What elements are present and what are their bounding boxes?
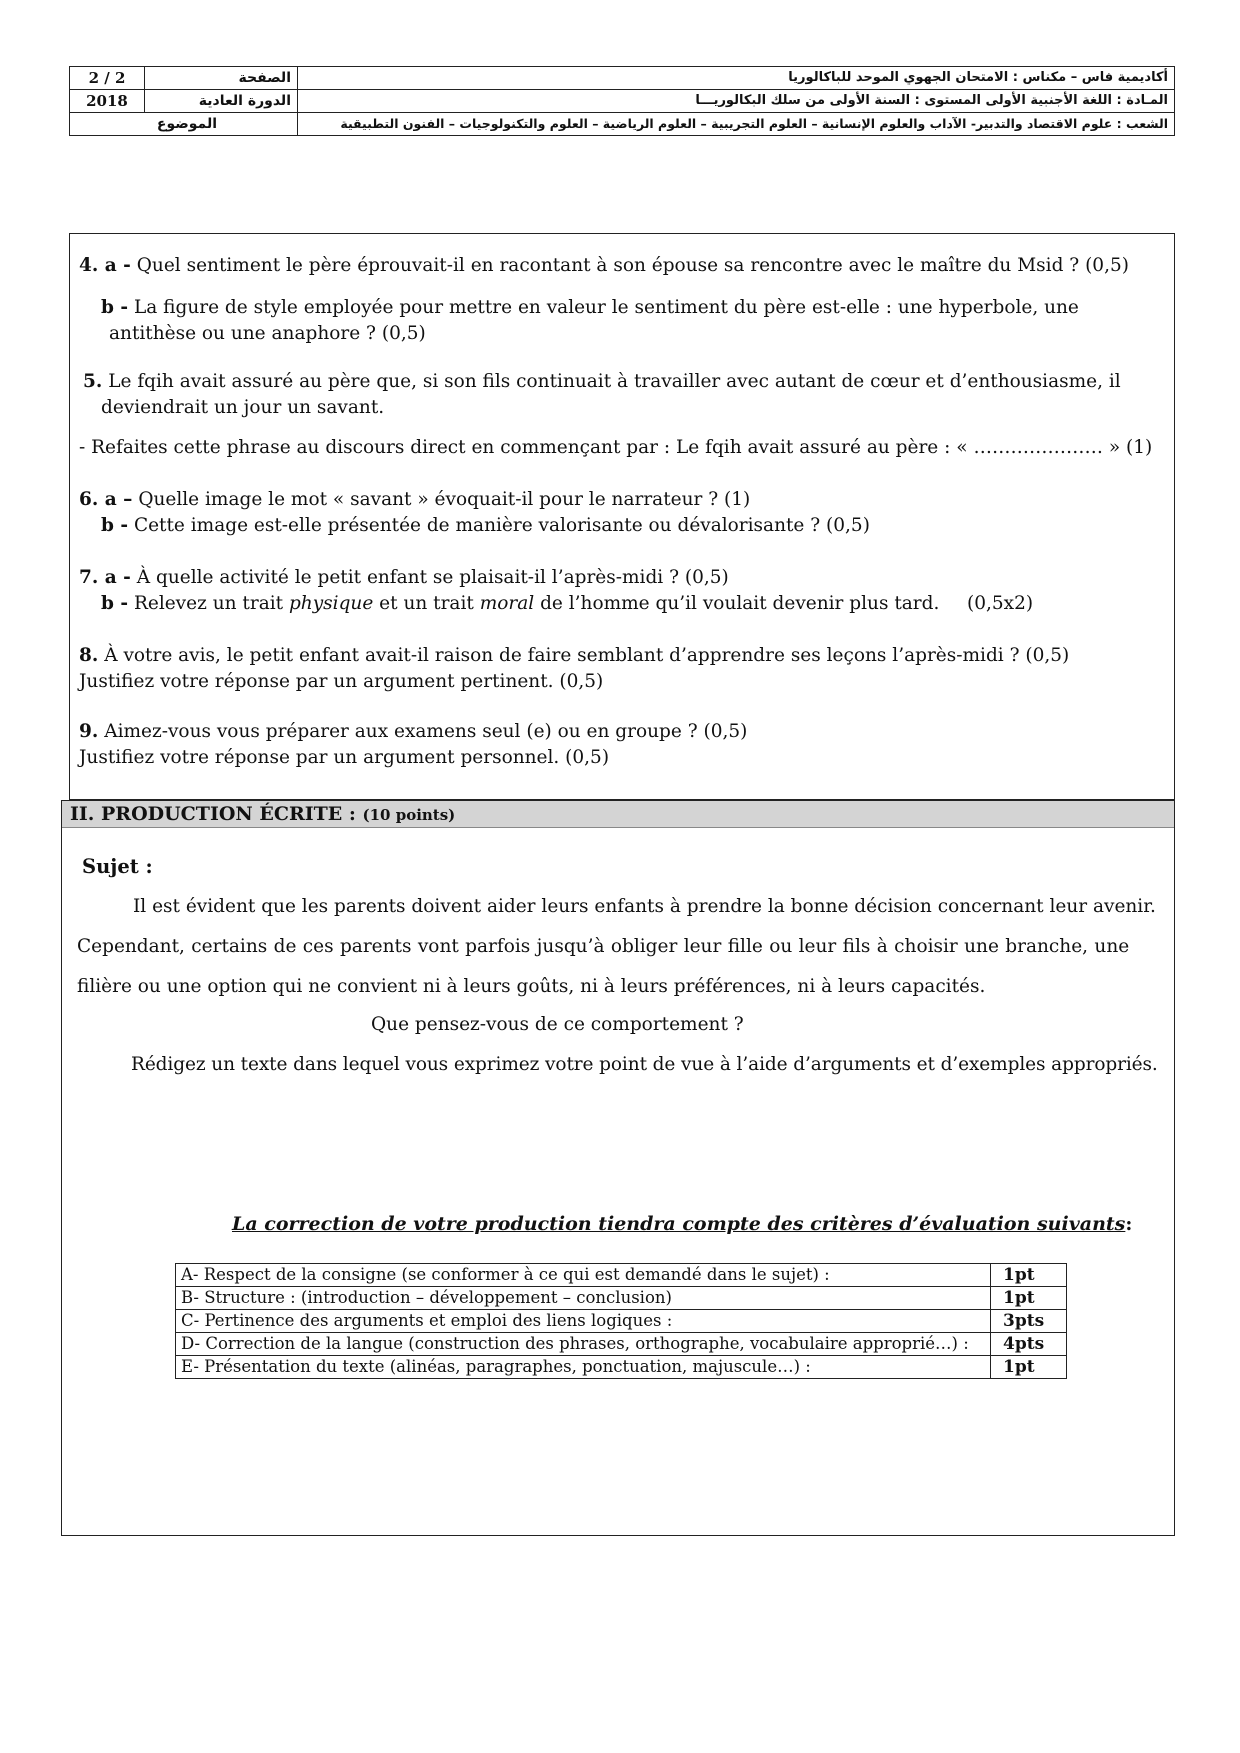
question-6a [79,488,750,512]
question-5-line1 [83,370,1121,394]
criteria-points: 4pts [991,1333,1067,1356]
criteria-title [232,1213,1132,1235]
question-number: 9. [79,721,99,742]
question-8-line1 [79,644,1069,668]
question-number: b - [101,593,129,614]
question-5-line2: deviendrait un jour un savant. [101,397,385,418]
question-text: Cette image est-elle présentée de manière valorisante ou dévalorisante ? (0,5) [128,515,870,536]
exam-year: 2018 [70,90,145,113]
sujet-paragraph-line2: Cependant, certains de ces parents vont parfois jusqu’à obliger leur fille ou leur fils à choisir une branche, une [77,936,1130,957]
question-text: Aimez-vous vous préparer aux examens seul (e) ou en groupe ? (0,5) [98,721,748,742]
question-8-line2: Justifiez votre réponse par un argument pertinent. (0,5) [79,671,604,692]
question-text: Quelle image le mot « savant » évoquait-il pour le narrateur ? (1) [132,489,751,510]
question-9-line2: Justifiez votre réponse par un argument personnel. (0,5) [79,747,610,768]
criteria-title-text: La correction de votre production tiendra compte des critères d’évaluation suivants [232,1213,1126,1235]
section-title-text: II. PRODUCTION ÉCRITE : [70,803,356,825]
criteria-points: 1pt [991,1287,1067,1310]
question-text: La figure de style employée pour mettre en valeur le sentiment du père est-elle : une hyperbole, une [128,297,1079,318]
type-label: الموضوع [70,113,298,136]
question-number: b - [101,515,129,536]
question-text: Le fqih avait assuré au père que, si son fils continuait à travailler avec autant de cœur et d’enthousiasme, il [102,371,1121,392]
criteria-row [176,1264,1067,1287]
sujet-instruction: Rédigez un texte dans lequel vous exprimez votre point de vue à l’aide d’arguments et d’exemples appropriés. [131,1054,1158,1075]
question-number: b - [101,297,129,318]
question-text: et un trait [373,593,480,614]
criteria-label: C- Pertinence des arguments et emploi des liens logiques : [176,1310,991,1333]
page-label: الصفحة [145,67,298,90]
question-7b-points: (0,5x2) [967,593,1034,614]
question-number: 6. a – [79,489,133,510]
question-number: 5. [83,371,103,392]
question-6b [101,514,870,538]
criteria-label: A- Respect de la consigne (se conformer à ce qui est demandé dans le sujet) : [176,1264,991,1287]
subject-level: المـادة : اللغة الأجنبية الأولى المستوى : السنة الأولى من سلك البكالوريـــا [298,90,1175,113]
question-4b-line1 [101,296,1079,320]
criteria-row [176,1287,1067,1310]
criteria-label: B- Structure : (introduction – développement – conclusion) [176,1287,991,1310]
criteria-table [175,1263,1067,1379]
sujet-label: Sujet : [82,855,153,878]
criteria-row [176,1333,1067,1356]
question-text: À votre avis, le petit enfant avait-il raison de faire semblant d’apprendre ses leçons l’après-midi ? (0,5) [98,645,1070,666]
sujet-paragraph-line3: filière ou une option qui ne convient ni à leurs goûts, ni à leurs préférences, ni à leurs capacités. [77,976,986,997]
criteria-points: 3pts [991,1310,1067,1333]
criteria-row [176,1310,1067,1333]
section-title [70,802,455,827]
sujet-paragraph-line1: Il est évident que les parents doivent aider leurs enfants à prendre la bonne décision concernant leur avenir. [133,896,1156,917]
emphasis-physique: physique [288,593,374,614]
page-number: 2 / 2 [70,67,145,90]
question-text: Quel sentiment le père éprouvait-il en racontant à son épouse sa rencontre avec le maître du Msid ? (0,5) [130,255,1129,276]
criteria-label: D- Correction de la langue (construction des phrases, orthographe, vocabulaire approprié…) : [176,1333,991,1356]
criteria-title-colon: : [1125,1213,1133,1235]
question-number: 4. a - [79,255,131,276]
criteria-label: E- Présentation du texte (alinéas, paragraphes, ponctuation, majuscule…) : [176,1356,991,1379]
sujet-question: Que pensez-vous de ce comportement ? [371,1014,744,1035]
section-bar [62,801,1174,828]
question-5-instruction: - Refaites cette phrase au discours direct en commençant par : Le fqih avait assuré au père : « ………………… » (1) [79,437,1153,458]
question-4b-line2: antithèse ou une anaphore ? (0,5) [109,323,426,344]
criteria-points: 1pt [991,1356,1067,1379]
criteria-points: 1pt [991,1264,1067,1287]
question-7a [79,566,729,590]
question-7b [101,592,939,616]
question-9-line1 [79,720,747,744]
section-points: (10 points) [362,806,456,824]
question-4a [79,254,1129,278]
emphasis-moral: moral [479,593,535,614]
question-number: 7. a - [79,567,131,588]
academy-title: أكاديمية فاس – مكناس : الامتحان الجهوي الموحد للباكالوريا [298,67,1175,90]
question-text: À quelle activité le petit enfant se plaisait-il l’après-midi ? (0,5) [130,567,729,588]
session-label: الدورة العادية [145,90,298,113]
question-number: 8. [79,645,99,666]
exam-header [69,66,1175,136]
criteria-row [176,1356,1067,1379]
branches: الشعب : علوم الاقتصاد والتدبير- الآداب والعلوم الإنسانية – العلوم التجريبية – العلوم الرياضية – العلوم والتكنولوجيات – الفنون التطبيقية [298,113,1175,136]
question-text: Relevez un trait [128,593,289,614]
question-text: de l’homme qu’il voulait devenir plus tard. [534,593,940,614]
